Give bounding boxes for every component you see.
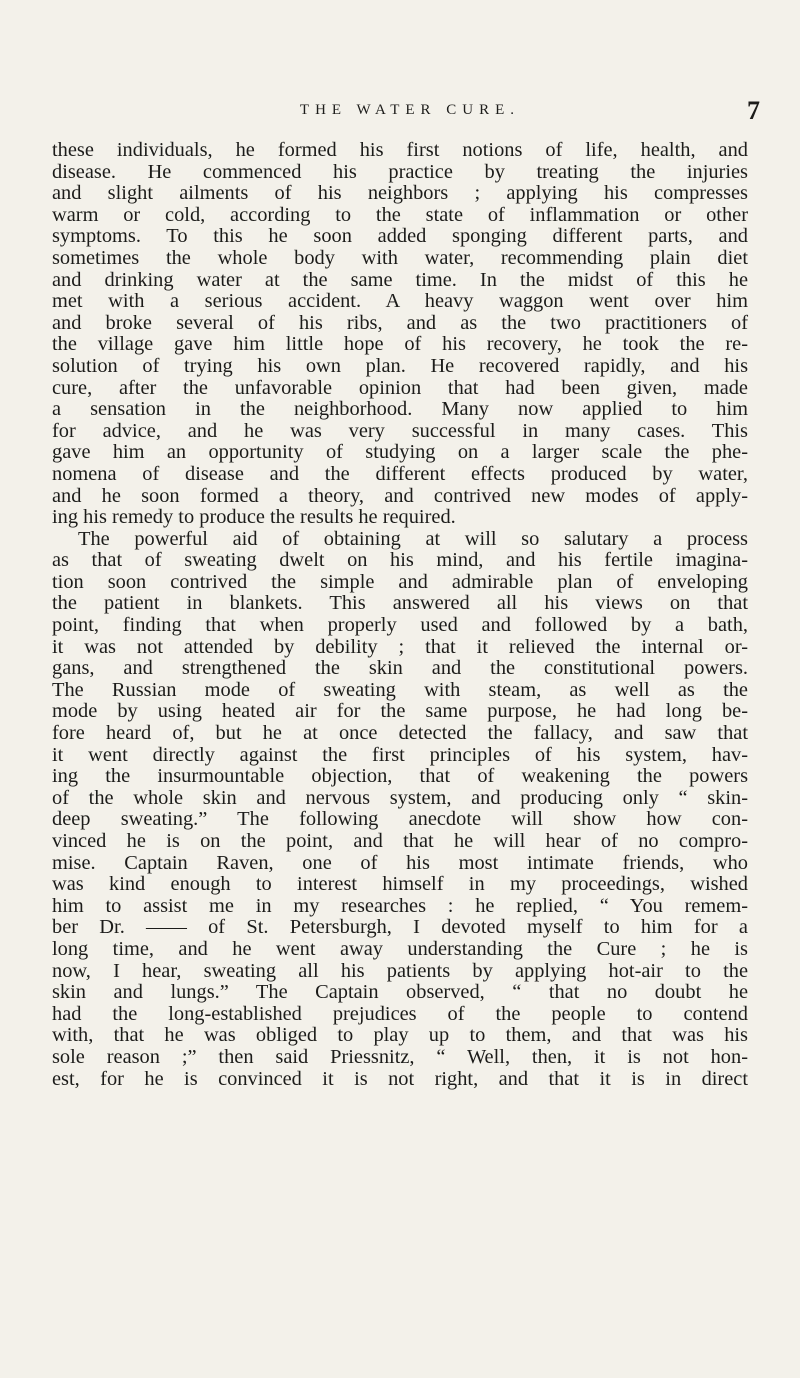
text-line: ber Dr. —— of St. Petersburgh, I devoted myself to him for a [52, 916, 748, 939]
text-line: and he soon formed a theory, and contrived new modes of apply- [52, 484, 748, 507]
page-number: 7 [747, 96, 760, 125]
text-line: symptoms. To this he soon added sponging different parts, and [52, 225, 748, 248]
text-line: warm or cold, according to the state of inflammation or other [52, 203, 748, 226]
text-line: mise. Captain Raven, one of his most intimate friends, who [52, 851, 748, 874]
text-line: and drinking water at the same time. In the midst of this he [52, 268, 748, 291]
text-line: nomena of disease and the different effects produced by water, [52, 462, 748, 485]
text-line: tion soon contrived the simple and admirable plan of enveloping [52, 570, 748, 593]
text-line: it went directly against the first principles of his system, hav- [52, 743, 748, 766]
text-line: the village gave him little hope of his recovery, he took the re- [52, 333, 748, 356]
paragraph-1 [52, 140, 748, 529]
text-line: was kind enough to interest himself in my proceedings, wished [52, 873, 748, 896]
text-line: sometimes the whole body with water, recommending plain diet [52, 246, 748, 269]
body-text [52, 140, 748, 1090]
text-line: as that of sweating dwelt on his mind, and his fertile imagina- [52, 549, 748, 572]
text-line: deep sweating.” The following anecdote will show how con- [52, 808, 748, 831]
text-line: a sensation in the neighborhood. Many now applied to him [52, 398, 748, 421]
text-line: fore heard of, but he at once detected the fallacy, and saw that [52, 722, 748, 745]
text-line: point, finding that when properly used and followed by a bath, [52, 614, 748, 637]
text-line: vinced he is on the point, and that he will hear of no compro- [52, 830, 748, 852]
text-line: The powerful aid of obtaining at will so salutary a process [78, 527, 748, 550]
text-line: and slight ailments of his neighbors ; applying his compresses [52, 182, 748, 205]
text-line: of the whole skin and nervous system, and producing only “ skin- [52, 786, 748, 809]
text-line: long time, and he went away understanding the Cure ; he is [52, 937, 748, 960]
text-line: The Russian mode of sweating with steam, as well as the [52, 678, 748, 701]
text-line: had the long-established prejudices of the people to contend [52, 1002, 748, 1025]
text-line: these individuals, he formed his first notions of life, health, and [52, 139, 748, 161]
text-line: mode by using heated air for the same purpose, he had long be- [52, 700, 748, 723]
text-line: the patient in blankets. This answered all his views on that [52, 592, 748, 615]
text-line: for advice, and he was very successful in many cases. This [52, 419, 748, 442]
text-line: and broke several of his ribs, and as the two practitioners of [52, 311, 748, 334]
text-line: gave him an opportunity of studying on a larger scale the phe- [52, 441, 748, 464]
text-line: it was not attended by debility ; that it relieved the internal or- [52, 635, 748, 658]
text-line: ing his remedy to produce the results he required. [52, 506, 456, 529]
running-head [60, 96, 760, 132]
text-line: disease. He commenced his practice by treating the injuries [52, 160, 748, 183]
text-line: ing the insurmountable objection, that of weakening the powers [52, 765, 748, 788]
text-line: cure, after the unfavorable opinion that had been given, made [52, 376, 748, 399]
paragraph-2 [52, 529, 748, 1090]
text-line: now, I hear, sweating all his patients by applying hot-air to the [52, 959, 748, 982]
text-line: met with a serious accident. A heavy waggon went over him [52, 290, 748, 313]
text-line: him to assist me in my researches : he replied, “ You remem- [52, 894, 748, 917]
text-line: with, that he was obliged to play up to them, and that was his [52, 1024, 748, 1047]
text-line: skin and lungs.” The Captain observed, “ that no doubt he [52, 981, 748, 1004]
text-line: gans, and strengthened the skin and the constitutional powers. [52, 657, 748, 680]
text-line: sole reason ;” then said Priessnitz, “ Well, then, it is not hon- [52, 1045, 748, 1068]
text-line: solution of trying his own plan. He recovered rapidly, and his [52, 354, 748, 377]
running-title: THE WATER CURE. [299, 102, 521, 118]
text-line: est, for he is convinced it is not right, and that it is in direct [52, 1067, 748, 1090]
